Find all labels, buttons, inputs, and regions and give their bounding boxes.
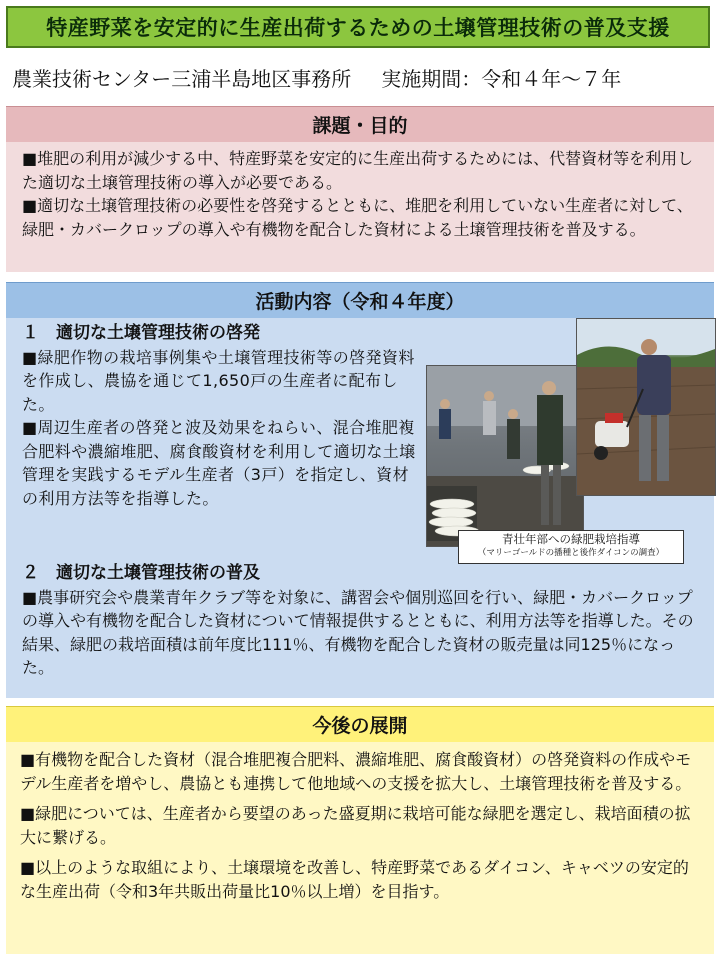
planting-demo-photo-art — [577, 319, 715, 495]
activity-section-1-paragraph-1: ■緑肥作物の栽培事例集や土壌管理技術等の啓発資料を作成し、農協を通じて1,650戸の生産者に配布した。 — [22, 347, 415, 414]
photo-caption-main: 青壮年部への緑肥栽培指導 — [502, 532, 640, 546]
purpose-body — [6, 142, 714, 272]
page-title: 特産野菜を安定的に生産出荷するための土壌管理技術の普及支援 — [6, 6, 710, 48]
field-training-photo-art — [427, 366, 583, 546]
photo-caption — [458, 530, 684, 564]
planting-demo-photo — [576, 318, 716, 496]
photo-caption-sub: （マリーゴールドの播種と後作ダイコンの調査） — [477, 548, 665, 558]
activity-section-2-paragraph-1: ■農事研究会や農業青年クラブ等を対象に、講習会や個別巡回を行い、緑肥・カバークロップの導入や有機物を配合した資材について情報提供するとともに、利用方法等を指導した。その結果、緑肥の栽培面積は前年度比111％、有機物を配合した資材の販売量は同125％になった。 — [22, 587, 694, 677]
activity-section-1 — [22, 322, 420, 510]
office-name: 農業技術センター三浦半島地区事務所 — [12, 66, 352, 91]
field-training-photo — [426, 365, 584, 547]
implementation-period: 実施期間：令和４年～７年 — [381, 66, 622, 91]
activities-body — [6, 318, 714, 698]
purpose-heading: 課題・目的 — [6, 106, 714, 142]
subtitle-row — [12, 60, 712, 94]
activity-section-2 — [22, 562, 702, 680]
future-paragraph-1: ■有機物を配合した資材（混合堆肥複合肥料、濃縮堆肥、腐食酸資材）の啓発資料の作成やモデル生産者を増やし、農協とも連携して他地域への支援を拡大し、土壌管理技術を普及する。 — [20, 750, 692, 793]
activity-section-2-heading: ２ 適切な土壌管理技術の普及 — [22, 563, 260, 583]
purpose-paragraph-1: ■堆肥の利用が減少する中、特産野菜を安定的に生産出荷するためには、代替資材等を利用した適切な土壌管理技術の導入が必要である。 — [22, 149, 694, 192]
future-body — [6, 742, 714, 954]
activity-section-1-paragraph-2: ■周辺生産者の啓発と波及効果をねらい、混合堆肥複合肥料や濃縮堆肥、腐食酸資材を利用して適切な土壌管理を実践するモデル生産者（3戸）を指定し、資材の利用方法等を指導した。 — [22, 418, 416, 508]
purpose-paragraph-2: ■適切な土壌管理技術の必要性を啓発するとともに、堆肥を利用していない生産者に対して、緑肥・カバークロップの導入や有機物を配合した資材による土壌管理技術を普及する。 — [22, 196, 693, 239]
future-paragraph-2: ■緑肥については、生産者から要望のあった盛夏期に栽培可能な緑肥を選定し、栽培面積の拡大に繋げる。 — [20, 804, 691, 847]
activity-section-1-heading: １ 適切な土壌管理技術の啓発 — [22, 323, 260, 343]
future-paragraph-3: ■以上のような取組により、土壌環境を改善し、特産野菜であるダイコン、キャベツの安定的な生産出荷（令和3年共販出荷量比10％以上増）を目指す。 — [20, 858, 689, 901]
activities-heading: 活動内容（令和４年度） — [6, 282, 714, 318]
future-heading: 今後の展開 — [6, 706, 714, 742]
